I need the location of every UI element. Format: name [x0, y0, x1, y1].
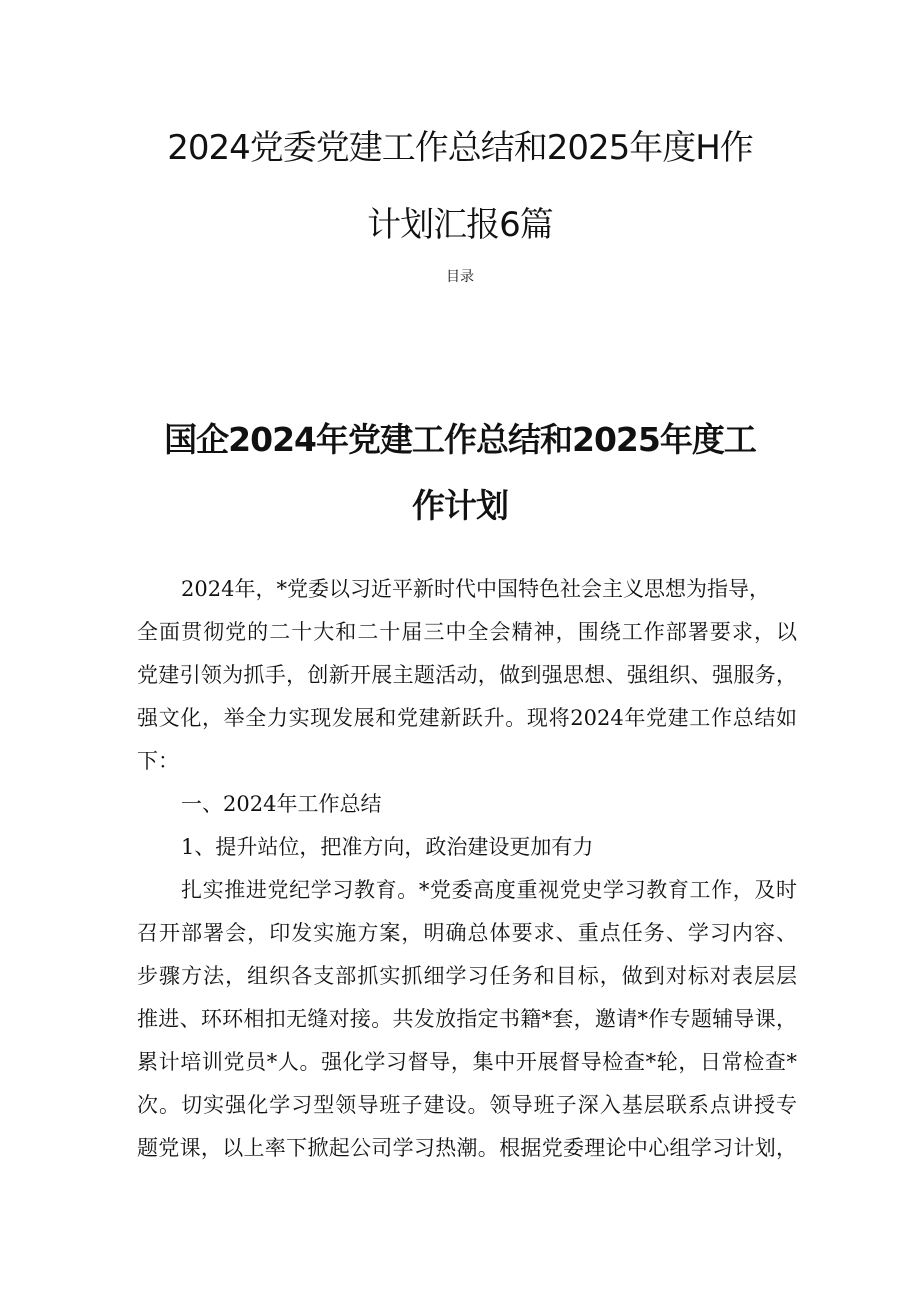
intro-line: 强文化，举全力实现发展和党建新跃升。现将2024年党建工作总结如 [137, 706, 797, 730]
para-line: 扎实推进党纪学习教育。*党委高度重视党史学习教育工作，及时 [181, 878, 797, 902]
section-title-line-1: 国企2024年党建工作总结和2025年度工 [164, 420, 756, 459]
para-line: 召开部署会，印发实施方案，明确总体要求、重点任务、学习内容、 [137, 921, 797, 945]
intro-line: 2024年，*党委以习近平新时代中国特色社会主义思想为指导， [181, 577, 770, 601]
section-title-line-2: 作计划 [412, 486, 508, 525]
para-line: 累计培训党员*人。强化学习督导，集中开展督导检查*轮，日常检查* [137, 1050, 797, 1074]
intro-paragraph [137, 568, 797, 1170]
document-title-line-1: 2024党委党建工作总结和2025年度H作 [167, 128, 753, 168]
toc-label: 目录 [446, 269, 474, 285]
para-line: 步骤方法，组织各支部抓实抓细学习任务和目标，做到对标对表层层 [137, 964, 797, 988]
intro-line: 全面贯彻党的二十大和二十届三中全会精神，围绕工作部署要求，以 [137, 620, 797, 644]
document-title-line-2: 计划汇报6篇 [367, 205, 553, 245]
para-line: 题党课，以上率下掀起公司学习热潮。根据党委理论中心组学习计划， [137, 1136, 797, 1160]
intro-line: 下： [137, 749, 179, 773]
para-line: 次。切实强化学习型领导班子建设。领导班子深入基层联系点讲授专 [137, 1093, 797, 1117]
section-heading: 一、2024年工作总结 [181, 792, 382, 816]
para-line: 推进、环环相扣无缝对接。共发放指定书籍*套，邀请*作专题辅导课， [137, 1007, 797, 1031]
subsection-heading: 1、提升站位，把准方向，政治建设更加有力 [181, 835, 594, 859]
intro-line: 党建引领为抓手，创新开展主题活动，做到强思想、强组织、强服务， [137, 663, 797, 687]
